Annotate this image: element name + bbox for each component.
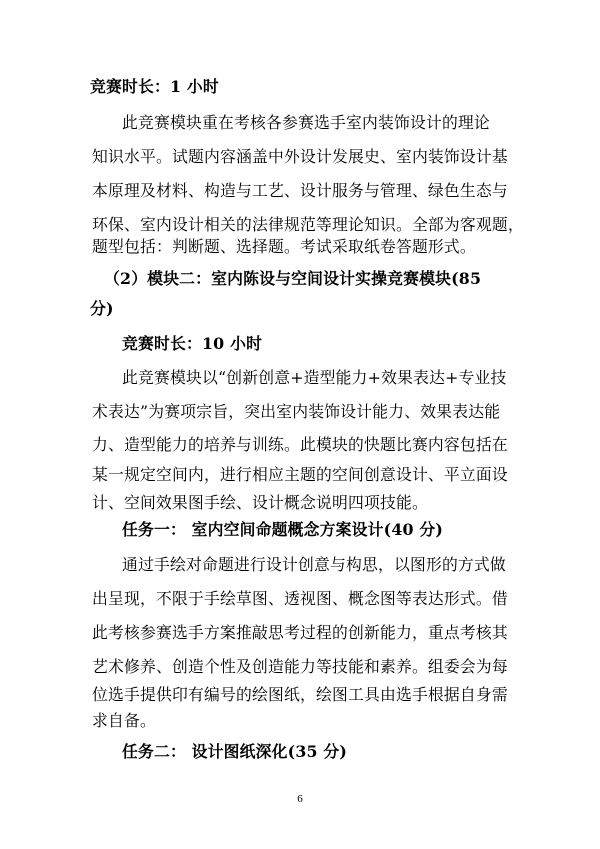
competition-duration-heading-2: 竞赛时长：10 小时 [122,334,263,353]
module-two-heading-cont: 分) [90,299,114,318]
paragraph-line: 知识水平。试题内容涵盖中外设计发展史、室内装饰设计基 [92,147,508,166]
paragraph-line: 此竞赛模块重在考核各参赛选手室内装饰设计的理论 [122,113,490,132]
paragraph-line: 本原理及材料、构造与工艺、设计服务与管理、绿色生态与 [92,181,508,200]
paragraph-line: 此竞赛模块以“创新创意+造型能力+效果表达+专业技 [122,368,507,387]
paragraph-line: 艺术修养、创造个性及创造能力等技能和素养。组委会为每 [92,657,508,676]
paragraph-line: 位选手提供印有编号的绘图纸，绘图工具由选手根据自身需 [92,685,508,704]
task-two-heading: 任务二： 设计图纸深化(35 分) [122,742,348,761]
paragraph-line: 某一规定空间内，进行相应主题的空间创意设计、平立面设 [92,465,508,484]
paragraph-line: 通过手绘对命题进行设计创意与构思，以图形的方式做 [122,555,506,574]
paragraph-line: 题型包括：判断题、选择题。考试采取纸卷答题形式。 [92,237,476,256]
task-one-heading: 任务一： 室内空间命题概念方案设计(40 分) [122,520,444,539]
paragraph-line: 求自备。 [92,711,156,730]
paragraph-line: 环保、室内设计相关的法律规范等理论知识。全部为客观题， [92,215,524,234]
paragraph-line: 此考核参赛选手方案推敲思考过程的创新能力，重点考核其 [92,623,508,642]
paragraph-line: 术表达”为赛项宗旨，突出室内装饰设计能力、效果表达能 [92,402,501,421]
paragraph-line: 出呈现，不限于手绘草图、透视图、概念图等表达形式。借 [92,589,508,608]
paragraph-line: 计、空间效果图手绘、设计概念说明四项技能。 [92,493,428,512]
module-two-heading: （2）模块二：室内陈设与空间设计实操竞赛模块(85 [104,269,482,288]
competition-duration-heading-1: 竞赛时长：1 小时 [90,77,219,96]
page-number: 6 [297,793,303,805]
paragraph-line: 力、造型能力的培养与训练。此模块的快题比赛内容包括在 [92,435,508,454]
